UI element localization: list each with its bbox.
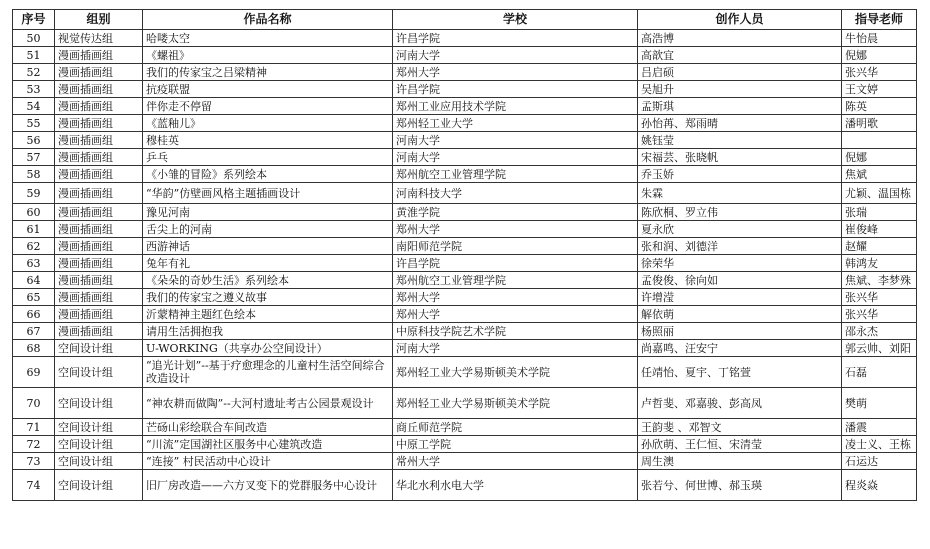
cell-title: “连接” 村民活动中心设计 (143, 453, 393, 470)
header-group: 组别 (55, 10, 143, 30)
cell-creators: 宋福芸、张晓帆 (638, 149, 842, 166)
cell-no: 57 (13, 149, 55, 166)
table-row (13, 289, 917, 306)
table-row (13, 436, 917, 453)
cell-no: 53 (13, 81, 55, 98)
cell-group: 空间设计组 (55, 436, 143, 453)
cell-creators: 王韵斐 、邓智文 (638, 419, 842, 436)
cell-creators: 解依萌 (638, 306, 842, 323)
cell-advisor (842, 132, 917, 149)
cell-title: 我们的传家宝之遵义故事 (143, 289, 393, 306)
cell-creators: 高歆宜 (638, 47, 842, 64)
cell-group: 漫画插画组 (55, 132, 143, 149)
table-row (13, 98, 917, 115)
cell-advisor: 倪娜 (842, 149, 917, 166)
cell-creators: 尚嘉鸣、汪安宁 (638, 340, 842, 357)
cell-advisor: 石运达 (842, 453, 917, 470)
cell-creators: 陈欣桐、罗立伟 (638, 204, 842, 221)
table-row (13, 47, 917, 64)
cell-advisor: 倪娜 (842, 47, 917, 64)
table-body (13, 30, 917, 501)
cell-advisor: 王文婷 (842, 81, 917, 98)
cell-school: 郑州航空工业管理学院 (393, 272, 638, 289)
cell-advisor: 尤颖、温国栋 (842, 183, 917, 204)
cell-group: 漫画插画组 (55, 47, 143, 64)
cell-group: 漫画插画组 (55, 272, 143, 289)
cell-advisor: 陈英 (842, 98, 917, 115)
cell-group: 空间设计组 (55, 470, 143, 501)
cell-title: “追光计划”--基于疗愈理念的儿童村生活空间综合改造设计 (143, 357, 393, 388)
cell-school: 郑州轻工业大学易斯顿美术学院 (393, 357, 638, 388)
document (12, 9, 917, 501)
cell-school: 郑州大学 (393, 64, 638, 81)
cell-school: 商丘师范学院 (393, 419, 638, 436)
cell-title: 兔年有礼 (143, 255, 393, 272)
cell-no: 51 (13, 47, 55, 64)
cell-title: 沂蒙精神主题红色绘本 (143, 306, 393, 323)
cell-group: 漫画插画组 (55, 255, 143, 272)
cell-group: 漫画插画组 (55, 149, 143, 166)
cell-group: 漫画插画组 (55, 238, 143, 255)
cell-no: 74 (13, 470, 55, 501)
header-school: 学校 (393, 10, 638, 30)
table-row (13, 30, 917, 47)
cell-title: 《蓝釉儿》 (143, 115, 393, 132)
cell-school: 许昌学院 (393, 255, 638, 272)
cell-advisor: 崔俊峰 (842, 221, 917, 238)
cell-creators: 任靖怡、夏宇、丁铭萱 (638, 357, 842, 388)
cell-creators: 夏永欣 (638, 221, 842, 238)
cell-creators: 徐荣华 (638, 255, 842, 272)
cell-school: 中原科技学院艺术学院 (393, 323, 638, 340)
table-row (13, 340, 917, 357)
cell-group: 空间设计组 (55, 357, 143, 388)
table-row (13, 238, 917, 255)
cell-group: 漫画插画组 (55, 183, 143, 204)
cell-creators: 孟俊俊、徐向如 (638, 272, 842, 289)
cell-creators: 乔玉娇 (638, 166, 842, 183)
cell-creators: 许增滢 (638, 289, 842, 306)
table-row (13, 183, 917, 204)
cell-school: 常州大学 (393, 453, 638, 470)
cell-group: 视觉传达组 (55, 30, 143, 47)
cell-creators: 孙怡苒、郑雨晴 (638, 115, 842, 132)
cell-title: 芒砀山彩绘联合车间改造 (143, 419, 393, 436)
cell-advisor: 张兴华 (842, 306, 917, 323)
cell-advisor: 韩鸿友 (842, 255, 917, 272)
cell-no: 71 (13, 419, 55, 436)
header-title: 作品名称 (143, 10, 393, 30)
cell-school: 郑州轻工业大学易斯顿美术学院 (393, 388, 638, 419)
cell-group: 空间设计组 (55, 419, 143, 436)
cell-title: 穆桂英 (143, 132, 393, 149)
cell-title: 豫见河南 (143, 204, 393, 221)
cell-school: 南阳师范学院 (393, 238, 638, 255)
cell-advisor: 焦斌、李梦殊 (842, 272, 917, 289)
cell-no: 64 (13, 272, 55, 289)
cell-group: 漫画插画组 (55, 323, 143, 340)
cell-title: 《螺祖》 (143, 47, 393, 64)
cell-group: 漫画插画组 (55, 221, 143, 238)
table-row (13, 166, 917, 183)
cell-title: “神农耕而做陶”--大河村遗址考古公园景观设计 (143, 388, 393, 419)
cell-no: 66 (13, 306, 55, 323)
table-row (13, 453, 917, 470)
cell-advisor: 张兴华 (842, 64, 917, 81)
header-creators: 创作人员 (638, 10, 842, 30)
cell-title: 舌尖上的河南 (143, 221, 393, 238)
table-row (13, 419, 917, 436)
cell-advisor: 郭云帅、刘阳 (842, 340, 917, 357)
cell-group: 漫画插画组 (55, 204, 143, 221)
cell-title: U-WORKING（共享办公空间设计） (143, 340, 393, 357)
cell-creators: 张和润、刘德洋 (638, 238, 842, 255)
table-row (13, 64, 917, 81)
cell-title: 伴你走不停留 (143, 98, 393, 115)
cell-title: 我们的传家宝之吕梁精神 (143, 64, 393, 81)
cell-advisor: 凌士义、王栋 (842, 436, 917, 453)
cell-school: 河南大学 (393, 47, 638, 64)
cell-title: “川流”定国湖社区服务中心建筑改造 (143, 436, 393, 453)
cell-school: 郑州轻工业大学 (393, 115, 638, 132)
cell-group: 空间设计组 (55, 453, 143, 470)
cell-title: 《朵朵的奇妙生活》系列绘本 (143, 272, 393, 289)
cell-creators: 孟斯琪 (638, 98, 842, 115)
header-no: 序号 (13, 10, 55, 30)
cell-group: 漫画插画组 (55, 64, 143, 81)
table-header (13, 10, 917, 30)
cell-no: 52 (13, 64, 55, 81)
header-row (13, 10, 917, 30)
cell-title: 哈喽太空 (143, 30, 393, 47)
cell-no: 68 (13, 340, 55, 357)
cell-creators: 朱霖 (638, 183, 842, 204)
table-row (13, 115, 917, 132)
cell-no: 63 (13, 255, 55, 272)
cell-creators: 张若兮、何世博、郝玉瑛 (638, 470, 842, 501)
table-row (13, 81, 917, 98)
cell-no: 67 (13, 323, 55, 340)
cell-no: 50 (13, 30, 55, 47)
cell-advisor: 潘明歌 (842, 115, 917, 132)
cell-school: 黄淮学院 (393, 204, 638, 221)
cell-school: 许昌学院 (393, 81, 638, 98)
cell-school: 郑州工业应用技术学院 (393, 98, 638, 115)
cell-title: 《小雏的冒险》系列绘本 (143, 166, 393, 183)
cell-creators: 杨照丽 (638, 323, 842, 340)
cell-no: 65 (13, 289, 55, 306)
cell-creators: 孙欣萌、王仁恒、宋清莹 (638, 436, 842, 453)
cell-creators: 卢哲斐、邓嘉骏、彭高凤 (638, 388, 842, 419)
cell-no: 60 (13, 204, 55, 221)
cell-no: 56 (13, 132, 55, 149)
cell-school: 河南科技大学 (393, 183, 638, 204)
cell-no: 59 (13, 183, 55, 204)
cell-group: 漫画插画组 (55, 115, 143, 132)
cell-group: 漫画插画组 (55, 166, 143, 183)
cell-school: 河南大学 (393, 340, 638, 357)
table-row (13, 132, 917, 149)
cell-creators: 高浩博 (638, 30, 842, 47)
cell-group: 漫画插画组 (55, 98, 143, 115)
cell-advisor: 张兴华 (842, 289, 917, 306)
cell-no: 62 (13, 238, 55, 255)
table-row (13, 255, 917, 272)
table-row (13, 388, 917, 419)
cell-group: 漫画插画组 (55, 289, 143, 306)
table-row (13, 470, 917, 501)
cell-no: 55 (13, 115, 55, 132)
cell-group: 空间设计组 (55, 340, 143, 357)
header-advisor: 指导老师 (842, 10, 917, 30)
cell-advisor: 赵耀 (842, 238, 917, 255)
cell-advisor: 潘震 (842, 419, 917, 436)
table-row (13, 221, 917, 238)
table-row (13, 306, 917, 323)
cell-no: 70 (13, 388, 55, 419)
cell-title: 西游神话 (143, 238, 393, 255)
cell-advisor: 焦斌 (842, 166, 917, 183)
cell-advisor: 张瑞 (842, 204, 917, 221)
cell-advisor: 樊萌 (842, 388, 917, 419)
cell-no: 69 (13, 357, 55, 388)
cell-group: 空间设计组 (55, 388, 143, 419)
cell-school: 许昌学院 (393, 30, 638, 47)
table-row (13, 272, 917, 289)
cell-school: 郑州大学 (393, 289, 638, 306)
cell-school: 中原工学院 (393, 436, 638, 453)
cell-creators: 姚钰莹 (638, 132, 842, 149)
cell-no: 72 (13, 436, 55, 453)
cell-title: 乒乓 (143, 149, 393, 166)
cell-title: 请用生活拥抱我 (143, 323, 393, 340)
cell-no: 54 (13, 98, 55, 115)
cell-school: 郑州航空工业管理学院 (393, 166, 638, 183)
table-row (13, 323, 917, 340)
cell-title: 旧厂房改造——六方叉变下的党群服务中心设计 (143, 470, 393, 501)
cell-group: 漫画插画组 (55, 306, 143, 323)
table-row (13, 357, 917, 388)
cell-group: 漫画插画组 (55, 81, 143, 98)
cell-school: 河南大学 (393, 149, 638, 166)
cell-title: “华韵”仿壁画风格主题插画设计 (143, 183, 393, 204)
table-row (13, 204, 917, 221)
cell-creators: 周生澳 (638, 453, 842, 470)
cell-advisor: 程炎焱 (842, 470, 917, 501)
cell-school: 郑州大学 (393, 306, 638, 323)
cell-no: 73 (13, 453, 55, 470)
cell-school: 郑州大学 (393, 221, 638, 238)
cell-advisor: 石磊 (842, 357, 917, 388)
cell-advisor: 牛怡晨 (842, 30, 917, 47)
cell-no: 61 (13, 221, 55, 238)
cell-creators: 吴旭升 (638, 81, 842, 98)
award-list-table (12, 9, 917, 501)
table-row (13, 149, 917, 166)
cell-no: 58 (13, 166, 55, 183)
cell-creators: 吕启硕 (638, 64, 842, 81)
cell-title: 抗疫联盟 (143, 81, 393, 98)
cell-school: 华北水利水电大学 (393, 470, 638, 501)
cell-advisor: 邵永杰 (842, 323, 917, 340)
cell-school: 河南大学 (393, 132, 638, 149)
